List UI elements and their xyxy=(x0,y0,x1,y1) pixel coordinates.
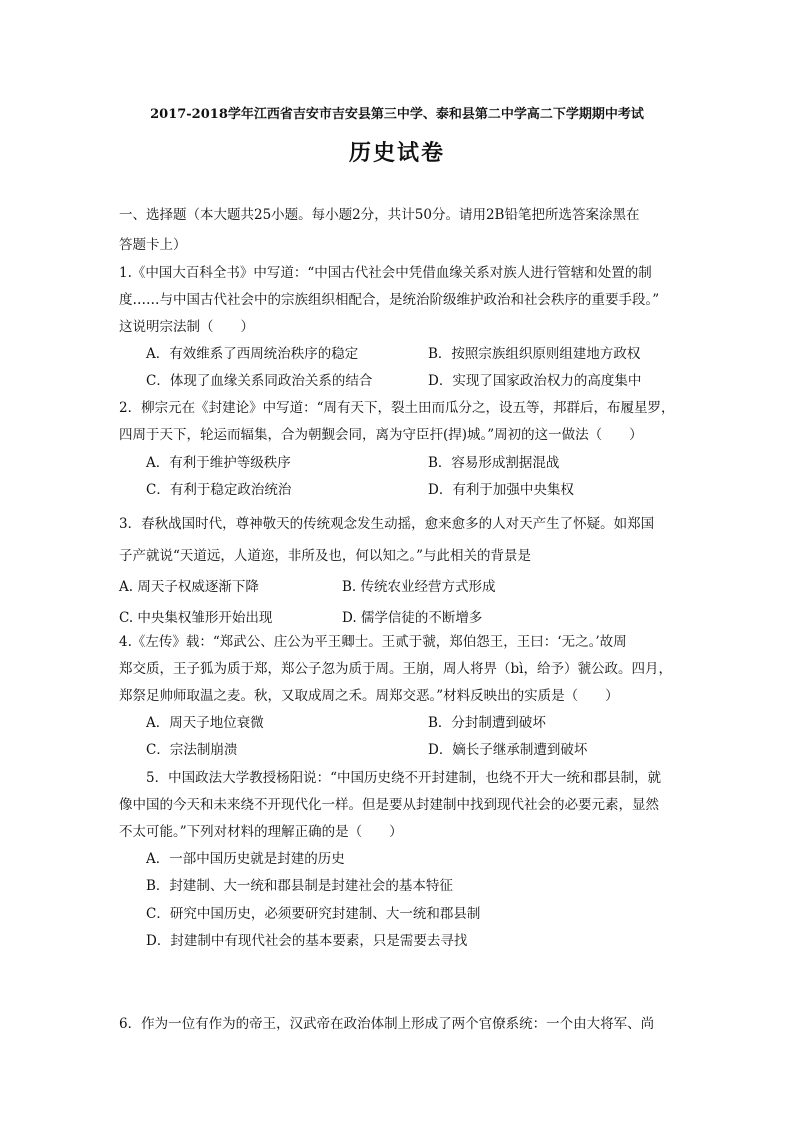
q5-option-a: A．一部中国历史就是封建的历史 xyxy=(146,851,345,867)
q5-stem-line1: 5．中国政法大学教授杨阳说：“中国历史绕不开封建制，也绕不开大一统和郡县制，就 xyxy=(146,770,661,786)
q1-stem-line2: 度……与中国古代社会中的宗族组织相配合，是统治阶级维护政治和社会秩序的重要手段。” xyxy=(119,292,660,308)
q4-stem-line1: 4.《左传》载：“郑武公、庄公为平王卿士。王贰于虢，郑伯怨王，王曰：‘无之。’故周 xyxy=(119,634,627,650)
q3-option-d: D. 儒学信徒的不断增多 xyxy=(342,610,483,626)
q1-option-d: D．实现了国家政治权力的高度集中 xyxy=(428,373,642,389)
q2-option-b: B．容易形成割据混战 xyxy=(428,455,560,471)
q4-stem-line3: 郑祭足帅师取温之麦。秋，又取成周之禾。周郑交恶。”材料反映出的实质是（ ） xyxy=(119,688,619,704)
q3-option-a: A. 周天子权威逐渐下降 xyxy=(119,579,259,595)
q5-option-b: B．封建制、大一统和郡县制是封建社会的基本特征 xyxy=(146,878,453,894)
q1-stem-line1: 1.《中国大百科全书》中写道：“中国古代社会中凭借血缘关系对族人进行管辖和处置的制 xyxy=(119,265,652,281)
exam-subtitle: 2017-2018学年江西省吉安市吉安县第三中学、泰和县第二中学高二下学期期中考试 xyxy=(150,107,644,122)
q4-option-b: B．分封制遭到破坏 xyxy=(428,715,546,731)
q1-option-a: A．有效维系了西周统治秩序的稳定 xyxy=(146,346,359,362)
q5-stem-line2: 像中国的今天和未来绕不开现代化一样。但是要从封建制中找到现代社会的必要元素，显然 xyxy=(119,797,659,813)
q4-option-c: C．宗法制崩溃 xyxy=(146,742,238,758)
q4-option-a: A．周天子地位衰微 xyxy=(146,715,264,731)
q5-option-d: D．封建制中有现代社会的基本要素，只是需要去寻找 xyxy=(146,933,468,949)
q5-stem-line3: 不太可能。”下列对材料的理解正确的是（ ） xyxy=(119,824,403,840)
q4-option-d: D．嫡长子继承制遭到破坏 xyxy=(428,742,588,758)
q2-stem-line2: 四周于天下，轮运而辐集，合为朝觐会同，离为守臣扞(捍)城。”周初的这一做法（ ） xyxy=(119,427,643,443)
q2-option-d: D．有利于加强中央集权 xyxy=(428,482,574,498)
q2-option-c: C．有利于稳定政治统治 xyxy=(146,482,292,498)
q3-option-b: B. 传统农业经营方式形成 xyxy=(342,579,496,595)
q3-stem-line1: 3．春秋战国时代，尊神敬天的传统观念发生动摇，愈来愈多的人对天产生了怀疑。如郑国 xyxy=(119,516,655,532)
exam-title: 历史试卷 xyxy=(348,140,445,166)
q3-stem-line2: 子产就说“天道远，人道迩，非所及也，何以知之。”与此相关的背景是 xyxy=(119,548,532,564)
section-instructions-line2: 答题卡上） xyxy=(119,237,187,253)
q4-stem-line2: 郑交质，王子狐为质于郑，郑公子忽为质于周。王崩，周人将畀（bì，给予）虢公政。四月， xyxy=(119,661,672,677)
q2-stem-line1: 2．柳宗元在《封建论》中写道：“周有天下，裂土田而瓜分之，设五等，邦群后，布履星罗， xyxy=(119,400,675,416)
q3-option-c: C. 中央集权雏形开始出现 xyxy=(119,610,273,626)
q6-stem-line1: 6．作为一位有作为的帝王，汉武帝在政治体制上形成了两个官僚系统：一个由大将军、尚 xyxy=(119,1016,655,1032)
section-instructions-line1: 一、选择题（本大题共25小题。每小题2分，共计50分。请用2B铅笔把所选答案涂黑在 xyxy=(119,207,640,223)
q5-option-c: C．研究中国历史，必须要研究封建制、大一统和郡县制 xyxy=(146,906,481,922)
q1-option-c: C．体现了血缘关系同政治关系的结合 xyxy=(146,373,373,389)
q1-stem-line3: 这说明宗法制（ ） xyxy=(119,319,254,335)
q2-option-a: A．有利于维护等级秩序 xyxy=(146,455,291,471)
q1-option-b: B．按照宗族组织原则组建地方政权 xyxy=(428,346,641,362)
